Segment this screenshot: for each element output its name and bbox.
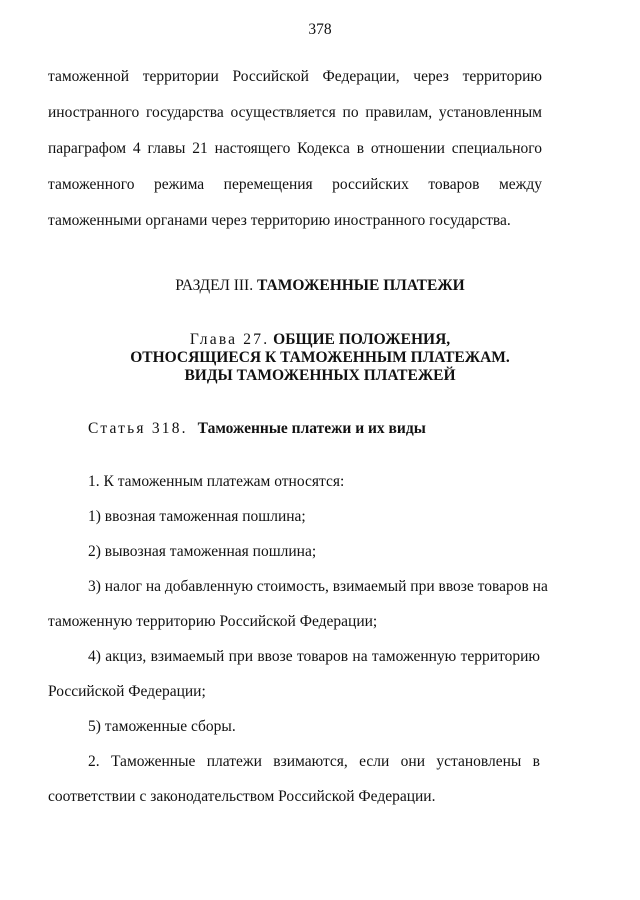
page-number: 378 bbox=[308, 21, 332, 38]
intro-line: таможенной территории Российской Федерации, через территорию bbox=[48, 68, 542, 85]
body-paragraph: 4) акциз, взимаемый при ввозе товаров на таможенную территорию bbox=[88, 648, 540, 665]
body-paragraph: 5) таможенные сборы. bbox=[88, 718, 236, 735]
body-paragraph: Российской Федерации; bbox=[48, 683, 206, 700]
chapter-title: ОБЩИЕ ПОЛОЖЕНИЯ, bbox=[273, 331, 451, 348]
body-paragraph: 2. Таможенные платежи взимаются, если они установлены в bbox=[88, 753, 540, 770]
chapter-heading-line2: ОТНОСЯЩИЕСЯ К ТАМОЖЕННЫМ ПЛАТЕЖАМ. bbox=[130, 349, 510, 366]
body-paragraph: 3) налог на добавленную стоимость, взимаемый при ввозе товаров на bbox=[88, 578, 548, 595]
article-title: Таможенные платежи и их виды bbox=[197, 420, 426, 437]
body-paragraph: 2) вывозная таможенная пошлина; bbox=[88, 543, 317, 560]
chapter-prefix: Глава 27. bbox=[189, 331, 270, 348]
chapter-heading-line3: ВИДЫ ТАМОЖЕННЫХ ПЛАТЕЖЕЙ bbox=[184, 367, 456, 384]
intro-line: параграфом 4 главы 21 настоящего Кодекса в отношении специального bbox=[48, 140, 542, 157]
body-paragraph: 1. К таможенным платежам относятся: bbox=[88, 473, 345, 490]
body-paragraph: соответствии с законодательством Российской Федерации. bbox=[48, 788, 436, 805]
article-heading bbox=[88, 420, 426, 438]
section-title: ТАМОЖЕННЫЕ ПЛАТЕЖИ bbox=[256, 277, 465, 294]
body-paragraph: таможенную территорию Российской Федерации; bbox=[48, 613, 378, 630]
article-prefix: Статья 318. bbox=[88, 420, 188, 437]
body-paragraph: 1) ввозная таможенная пошлина; bbox=[88, 508, 306, 525]
intro-line: таможенными органами через территорию иностранного государства. bbox=[48, 212, 511, 229]
intro-line: таможенного режима перемещения российских товаров между bbox=[48, 176, 542, 193]
section-prefix: РАЗДЕЛ III. bbox=[175, 277, 254, 294]
intro-line: иностранного государства осуществляется по правилам, установленным bbox=[48, 104, 542, 121]
chapter-heading-line1 bbox=[0, 331, 640, 349]
section-heading bbox=[0, 277, 640, 295]
